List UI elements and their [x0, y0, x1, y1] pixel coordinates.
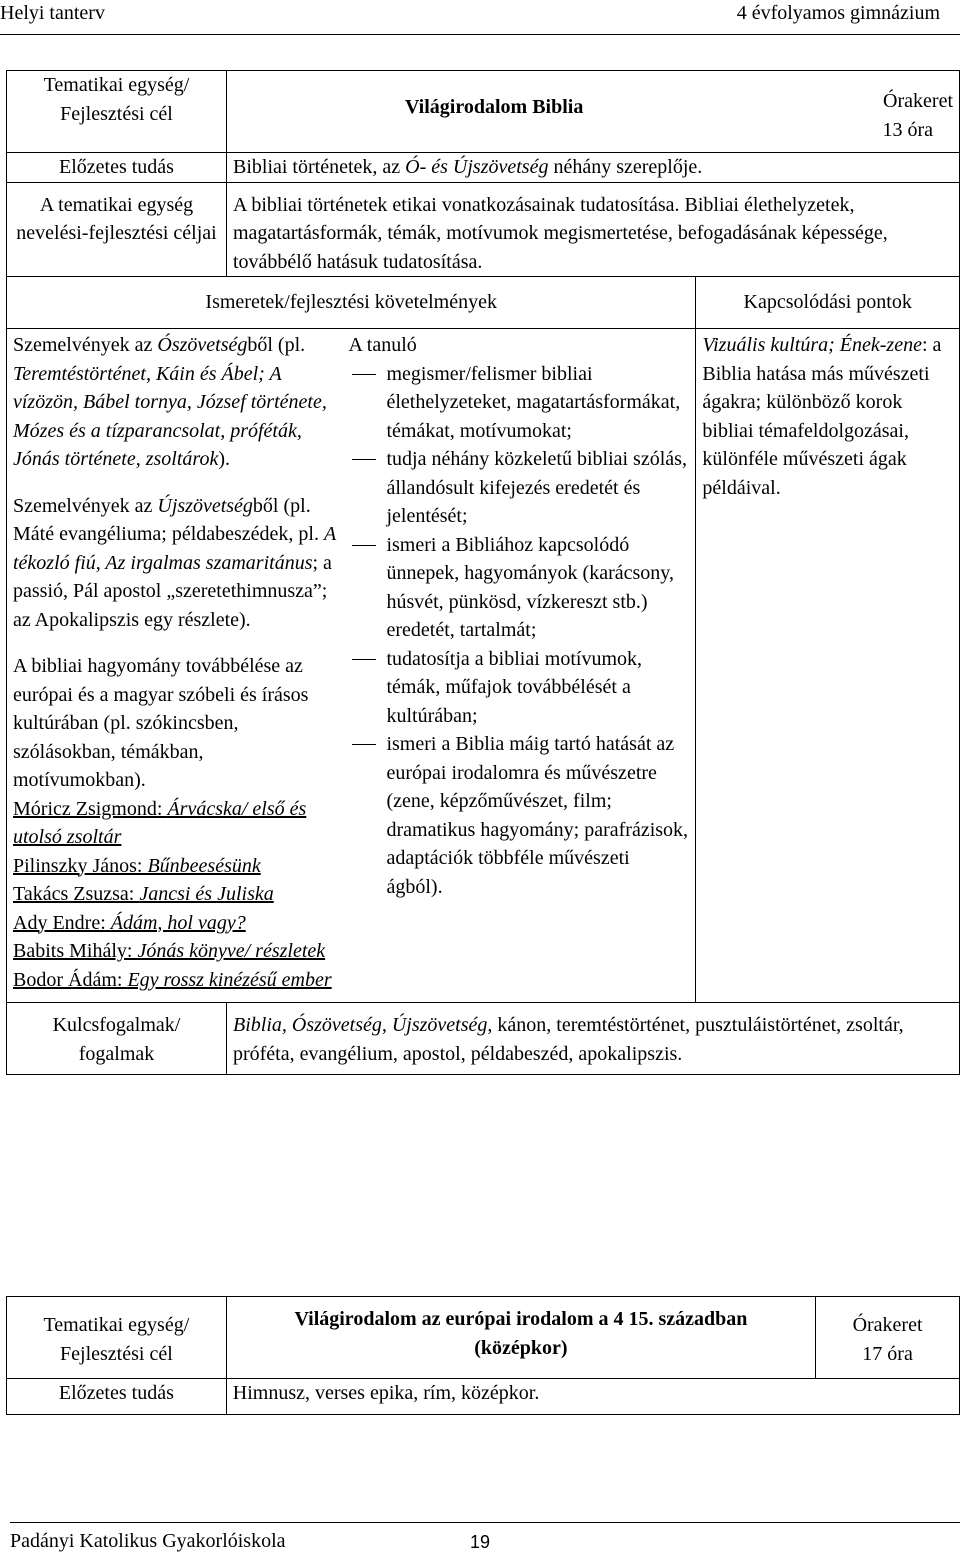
- work-title: Bűnbeesésünk: [147, 854, 261, 877]
- nt-e: ; a passió, Pál apostol „szeretethimnusza”; az Apokalipszis egy részlete).: [13, 551, 332, 631]
- learner-list-item: ismeri a Bibliához kapcsolódó ünnepek, hagyományok (karácsony, húsvét, pünkösd, vízkereszt stb.) eredetét, tartalmát;: [348, 531, 689, 645]
- nt-c: ből (pl. Máté evangéliuma; példabeszédek, pl.: [13, 494, 324, 545]
- ot-e: ).: [218, 448, 231, 470]
- goals-label: A tematikai egység nevelési-fejlesztési céljai: [7, 182, 227, 277]
- key-italic: Biblia, Ószövetség, Újszövetség: [232, 1014, 488, 1036]
- footer-school: Padányi Katolikus Gyakorlóiskola: [10, 1530, 286, 1552]
- prior-text-a: Bibliai történetek, az: [232, 156, 406, 178]
- links-header: Kapcsolódási pontok: [696, 277, 960, 329]
- page-number: 19: [470, 1532, 491, 1552]
- learner-list: [348, 360, 689, 902]
- curriculum-table-medieval: [6, 1296, 960, 1415]
- old-testament-para: [13, 331, 339, 474]
- key-concepts: [226, 1003, 959, 1075]
- ot-c: ből (pl.: [247, 334, 306, 356]
- ot-d: Teremtéstörténet, Káin és Ábel; A vízözön, Bábel tornya, József története, Mózes és a tízparancsolat, próféták, Jónás története, zsoltárok: [13, 362, 327, 470]
- learner-list-item: tudja néhány közkeletű bibliai szólás, állandósult kifejezés eredetét és jelentését;: [348, 445, 689, 531]
- links-italic: Vizuális kultúra; Ének-zene: [702, 334, 922, 356]
- learner-list-item: tudatosítja a bibliai motívumok, témák, műfajok továbbélését a kultúrában;: [348, 645, 689, 731]
- work-item: [13, 966, 339, 995]
- prior-label: Előzetes tudás: [7, 153, 227, 183]
- work-title: Árvácska/ első és utolsó zsoltár: [13, 797, 307, 848]
- work-title: Jónás könyve/ részletek: [137, 940, 326, 962]
- work-item: [13, 852, 339, 881]
- hours-label: Órakeret: [883, 90, 953, 112]
- header-rule: [0, 34, 960, 35]
- topic-label-2: Tematikai egység/ Fejlesztési cél: [7, 1297, 227, 1379]
- prior-label-2: Előzetes tudás: [7, 1379, 227, 1415]
- content-left-cell: [7, 329, 349, 1003]
- header-left: Helyi tanterv: [0, 2, 105, 24]
- work-author: Babits Mihály:: [13, 940, 138, 962]
- work-author: Pilinszky János:: [13, 854, 148, 877]
- work-item: [13, 795, 339, 852]
- work-author: Móricz Zsigmond:: [13, 797, 168, 820]
- key-concepts-label: Kulcsfogalmak/ fogalmak: [7, 1003, 227, 1075]
- hours-value: 13 óra: [882, 118, 933, 141]
- hours-cell-2: [816, 1297, 960, 1379]
- links-text: : a Biblia hatása más művészeti ágakra; különböző korok bibliai témafeldolgozásai, különféle művészeti ágak példáival.: [702, 334, 942, 499]
- work-author: Takács Zsuzsa:: [13, 883, 140, 905]
- nt-d: A tékozló fiú, Az irgalmas szamaritánus: [13, 523, 336, 574]
- footer-rule: [10, 1522, 960, 1523]
- work-item: [13, 909, 339, 938]
- nt-b: Újszövetség: [157, 494, 253, 517]
- work-title: Ádám, hol vagy?: [110, 911, 246, 934]
- new-testament-para: [13, 492, 339, 635]
- page-header: [0, 0, 960, 34]
- work-item: [13, 937, 339, 966]
- topic-title-text: Világirodalom Biblia: [404, 96, 584, 118]
- learner-list-item: ismeri a Biblia máig tartó hatását az európai irodalomra és művészetre (zene, képzőművészet, film; dramatikus hagyomány; parafrázisok, adaptációk többféle művészeti ágból).: [348, 730, 689, 901]
- requirements-header: Ismeretek/fejlesztési követelmények: [7, 277, 696, 329]
- prior-text-b: Ó- és Újszövetség: [405, 156, 549, 178]
- header-right: 4 évfolyamos gimnázium: [736, 2, 940, 24]
- topic-title-2: Világirodalom az európai irodalom a 4 15. században (középkor): [226, 1297, 815, 1379]
- ot-a: Szemelvények az: [13, 334, 158, 356]
- topic-label: Tematikai egység/ Fejlesztési cél: [7, 71, 227, 153]
- work-title: Egy rossz kinézésű ember: [127, 968, 332, 991]
- prior-knowledge-2: Himnusz, verses epika, rím, középkor.: [226, 1379, 959, 1415]
- work-item: [13, 880, 339, 909]
- work-title: Jancsi és Juliska: [139, 883, 274, 905]
- learner-intro: A tanuló: [348, 334, 417, 356]
- prior-knowledge: [226, 153, 959, 183]
- work-author: Bodor Ádám:: [13, 968, 128, 991]
- goals-text: A bibliai történetek etikai vonatkozásainak tudatosítása. Bibliai élethelyzetek, magatartásformák, témák, motívumok megismertetése, befogadásának képessége, továbbélő hatásuk tudatosítása.: [226, 182, 959, 277]
- work-author: Ady Endre:: [13, 911, 111, 934]
- curriculum-table-bible: [6, 70, 960, 1075]
- key-text: , kánon, teremtéstörténet, pusztuláistörténet, zsoltár, próféta, evangélium, apostol, példabeszéd, apokalipszis.: [232, 1014, 904, 1065]
- prior-text-c: néhány szereplője.: [548, 156, 703, 178]
- learner-list-item: megismer/felismer bibliai élethelyzeteket, magatartásformákat, témákat, motívumokat;: [348, 360, 689, 446]
- works-list: [13, 795, 339, 995]
- content-left: [7, 329, 345, 1002]
- links-cell: [696, 329, 960, 1003]
- nt-a: Szemelvények az: [13, 494, 158, 517]
- hours-label-2: Órakeret: [852, 1314, 923, 1336]
- topic-title: [226, 71, 695, 153]
- hours-cell: [696, 71, 960, 153]
- content-mid: [348, 329, 695, 1003]
- ot-b: Ószövetség: [157, 334, 248, 356]
- hours-value-2: 17 óra: [862, 1342, 913, 1365]
- tradition-para: A bibliai hagyomány továbbélése az európai és a magyar szóbeli és írásos kultúrában (pl. szókincsben, szólásokban, témákban, motívumokban).: [13, 655, 309, 791]
